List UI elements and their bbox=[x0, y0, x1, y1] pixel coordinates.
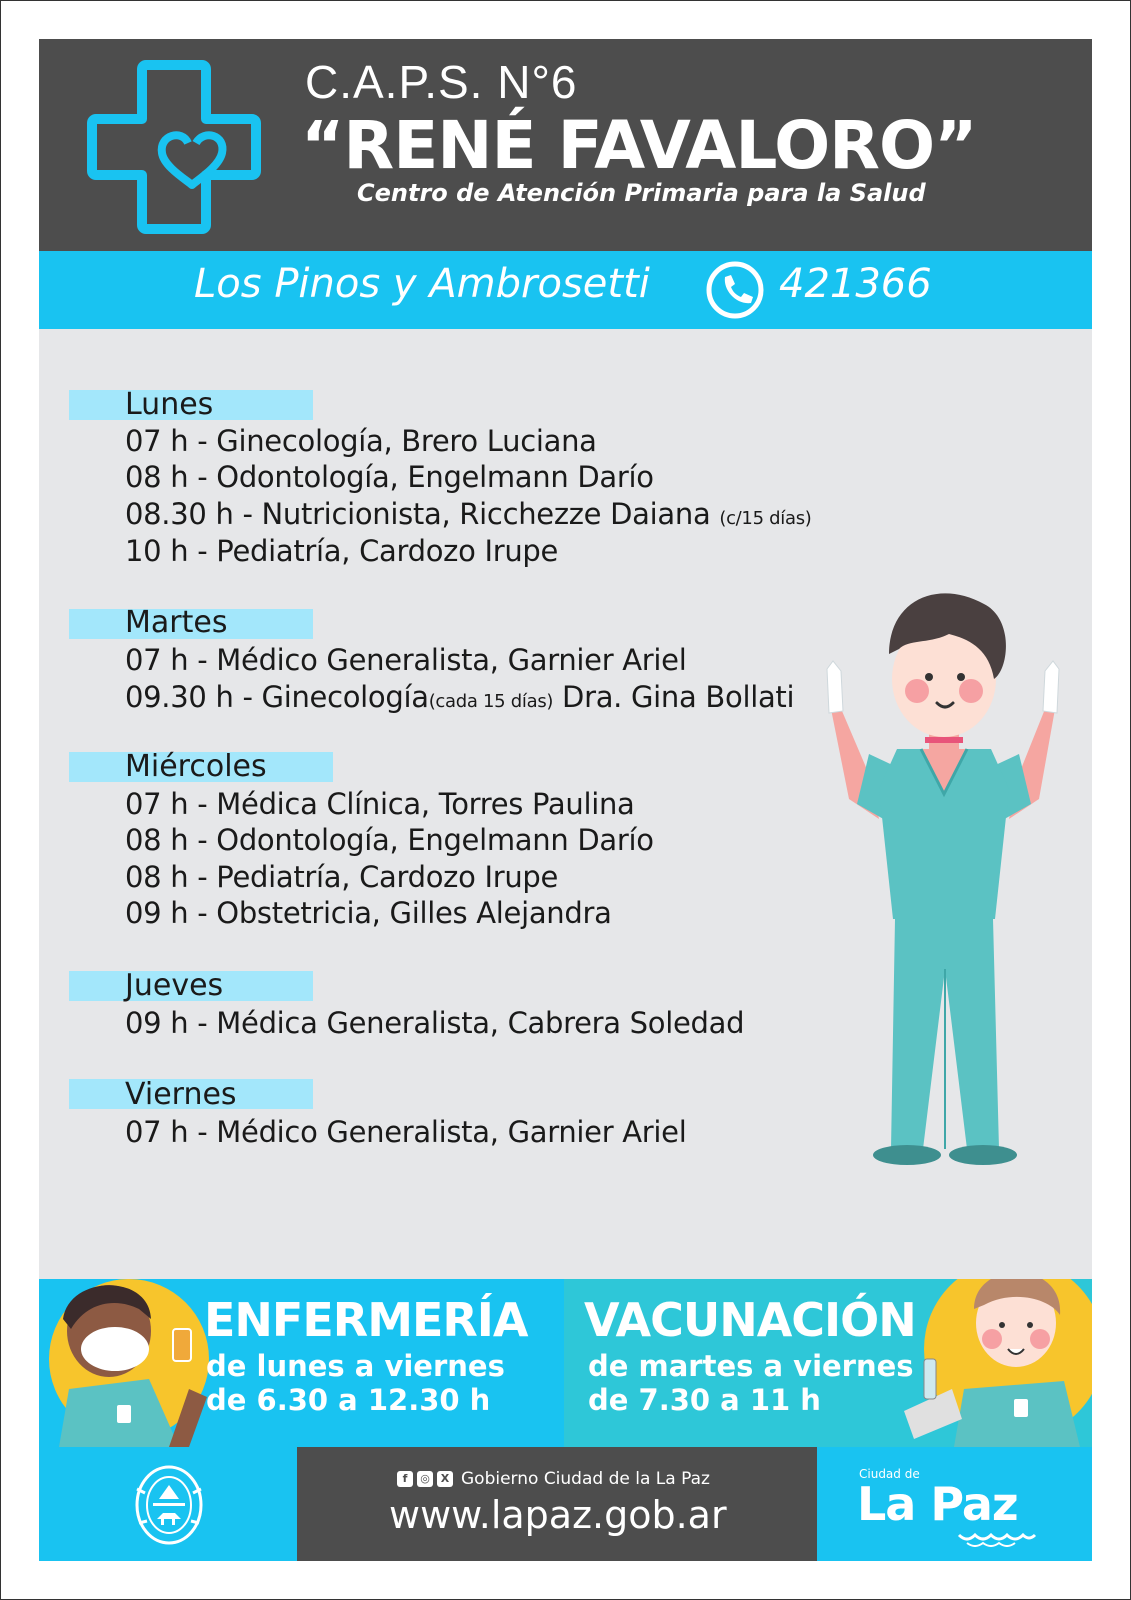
government-name: Gobierno Ciudad de la La Paz bbox=[461, 1469, 710, 1489]
day-title-lunes: Lunes bbox=[125, 387, 214, 422]
schedule-line: 09 h - Médica Generalista, Cabrera Soledad bbox=[125, 1006, 745, 1040]
schedule-line-main: 09.30 h - Ginecología bbox=[125, 680, 429, 714]
schedule-line: 10 h - Pediatría, Cardozo Irupe bbox=[125, 534, 559, 568]
social-row bbox=[397, 1469, 710, 1489]
nursing-title: ENFERMERÍA bbox=[204, 1293, 528, 1347]
footer-logo-area bbox=[817, 1447, 1092, 1561]
schedule-line bbox=[125, 496, 812, 537]
address-text: Los Pinos y Ambrosetti bbox=[194, 261, 650, 307]
city-logo: La Paz bbox=[857, 1477, 1018, 1531]
vaccination-title: VACUNACIÓN bbox=[584, 1293, 916, 1347]
medical-cross-heart-icon bbox=[84, 57, 264, 237]
schedule-line: 08 h - Pediatría, Cardozo Irupe bbox=[125, 860, 559, 894]
footer-web-area bbox=[297, 1447, 817, 1561]
schedule-line: 07 h - Ginecología, Brero Luciana bbox=[125, 424, 597, 458]
schedule-line-note: (cada 15 días) bbox=[428, 691, 554, 712]
schedule-line-doctor: Dra. Gina Bollati bbox=[553, 680, 795, 714]
caps-number: C.A.P.S. N°6 bbox=[305, 56, 578, 108]
day-title-martes: Martes bbox=[125, 605, 228, 640]
poster bbox=[39, 39, 1092, 1561]
center-subtitle: Centro de Atención Primaria para la Salud bbox=[357, 179, 926, 207]
schedule-line bbox=[125, 679, 794, 720]
schedule-line: 07 h - Médica Clínica, Torres Paulina bbox=[125, 787, 635, 821]
nursing-panel bbox=[39, 1279, 564, 1447]
waves-icon bbox=[957, 1527, 1037, 1547]
day-title-viernes: Viernes bbox=[125, 1077, 237, 1112]
doctor-illustration bbox=[809, 559, 1079, 1179]
address-bar bbox=[39, 251, 1092, 329]
doctor-with-vaccine-illustration bbox=[904, 1279, 1092, 1447]
day-title-jueves: Jueves bbox=[125, 968, 224, 1003]
schedule-line-note: (c/15 días) bbox=[719, 508, 812, 529]
schedule-line: 07 h - Médico Generalista, Garnier Ariel bbox=[125, 1115, 687, 1149]
vaccination-days: de martes a viernes bbox=[588, 1349, 914, 1383]
instagram-icon[interactable]: ◎ bbox=[417, 1471, 433, 1487]
footer-seal-area bbox=[39, 1447, 297, 1561]
schedule-line: 09 h - Obstetricia, Gilles Alejandra bbox=[125, 896, 612, 930]
city-seal-icon bbox=[129, 1459, 209, 1549]
vaccination-hours: de 7.30 a 11 h bbox=[588, 1383, 821, 1417]
schedule-line: 08 h - Odontología, Engelmann Darío bbox=[125, 823, 654, 857]
schedule-line: 07 h - Médico Generalista, Garnier Ariel bbox=[125, 643, 687, 677]
nursing-hours: de 6.30 a 12.30 h bbox=[206, 1383, 491, 1417]
nursing-days: de lunes a viernes bbox=[206, 1349, 505, 1383]
schedule-line: 08 h - Odontología, Engelmann Darío bbox=[125, 460, 654, 494]
vaccination-panel bbox=[564, 1279, 1092, 1447]
center-name: “RENÉ FAVALORO” bbox=[301, 107, 977, 184]
website-link[interactable]: www.lapaz.gob.ar bbox=[389, 1493, 727, 1537]
facebook-icon[interactable]: f bbox=[397, 1471, 413, 1487]
x-icon[interactable]: X bbox=[437, 1471, 453, 1487]
phone-number: 421366 bbox=[779, 261, 932, 307]
day-title-miercoles: Miércoles bbox=[125, 749, 267, 784]
schedule-line-main: 08.30 h - Nutricionista, Ricchezze Daiana bbox=[125, 497, 711, 531]
city-logo-small: Ciudad de bbox=[859, 1467, 920, 1481]
header bbox=[39, 39, 1092, 251]
phone-icon bbox=[705, 260, 765, 320]
